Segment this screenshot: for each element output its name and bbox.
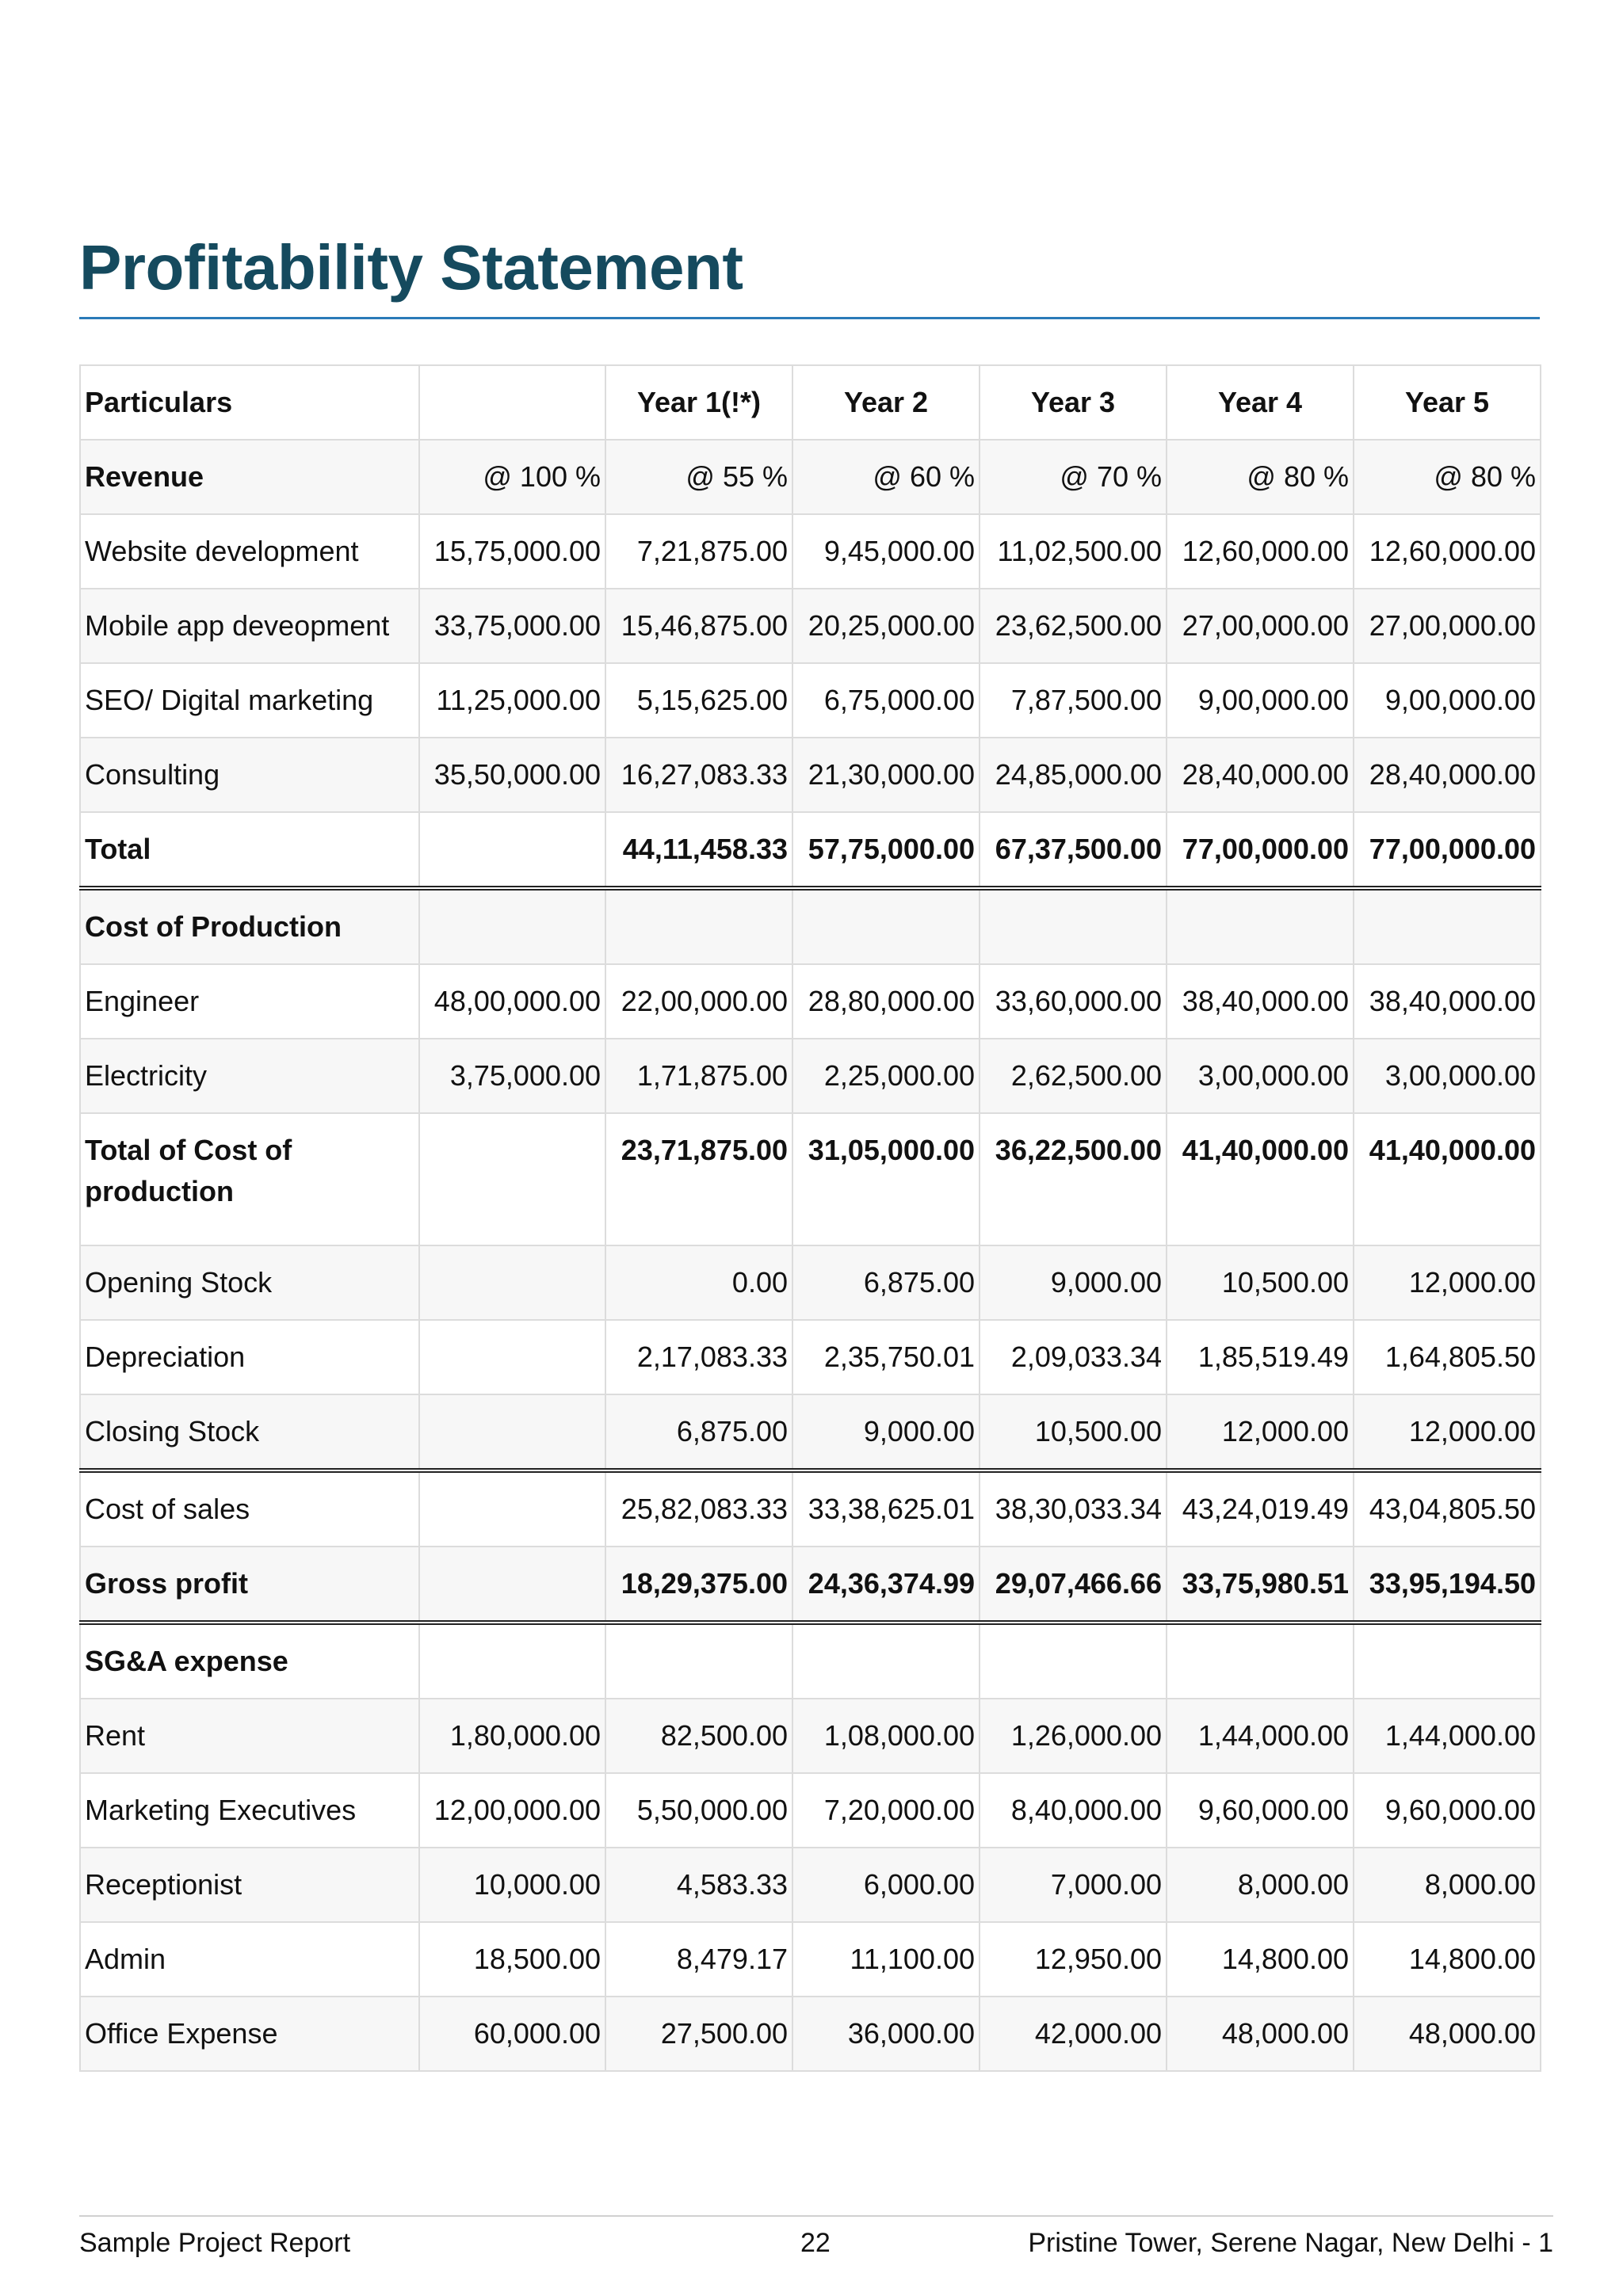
profitability-table-container	[79, 364, 1541, 2072]
row-label: Closing Stock	[80, 1394, 419, 1470]
cell-year-4: 10,500.00	[1167, 1245, 1354, 1320]
cell-year-2: 33,38,625.01	[792, 1470, 980, 1547]
cell-year-5	[1354, 1623, 1541, 1699]
cell-year-3: 11,02,500.00	[980, 514, 1167, 589]
cell-year-5: 43,04,805.50	[1354, 1470, 1541, 1547]
table-row-engineer	[80, 964, 1541, 1039]
cell-year-1: 18,29,375.00	[605, 1547, 792, 1623]
table-row-website-development	[80, 514, 1541, 589]
cell-year-4: 14,800.00	[1167, 1922, 1354, 1997]
cell-year-1: 5,15,625.00	[605, 663, 792, 738]
cell-year-2: 24,36,374.99	[792, 1547, 980, 1623]
row-label: Rent	[80, 1699, 419, 1773]
cell-year-4: 8,000.00	[1167, 1848, 1354, 1922]
cell-year-3: 10,500.00	[980, 1394, 1167, 1470]
cell-year-2: 11,100.00	[792, 1922, 980, 1997]
cell-year-3: 38,30,033.34	[980, 1470, 1167, 1547]
cell-year-2: 2,25,000.00	[792, 1039, 980, 1113]
cell-year-1: 16,27,083.33	[605, 738, 792, 812]
cell-year-4: 77,00,000.00	[1167, 812, 1354, 888]
cell-base	[419, 1623, 605, 1699]
row-label: Website development	[80, 514, 419, 589]
cell-year-2: 31,05,000.00	[792, 1113, 980, 1245]
cell-year-4: @ 80 %	[1167, 440, 1354, 514]
row-label: Opening Stock	[80, 1245, 419, 1320]
cell-year-5: 27,00,000.00	[1354, 589, 1541, 663]
cell-year-2: 28,80,000.00	[792, 964, 980, 1039]
cell-base: 15,75,000.00	[419, 514, 605, 589]
cell-year-2: 1,08,000.00	[792, 1699, 980, 1773]
cell-base: 3,75,000.00	[419, 1039, 605, 1113]
cell-year-1: 23,71,875.00	[605, 1113, 792, 1245]
cell-base	[419, 1470, 605, 1547]
cell-base: 33,75,000.00	[419, 589, 605, 663]
row-label: SG&A expense	[80, 1623, 419, 1699]
cell-base: 18,500.00	[419, 1922, 605, 1997]
cell-year-4	[1167, 888, 1354, 964]
footer-address: Pristine Tower, Serene Nagar, New Delhi - 1	[1028, 2228, 1553, 2258]
table-row-opening-stock	[80, 1245, 1541, 1320]
cell-year-5: 9,60,000.00	[1354, 1773, 1541, 1848]
profitability-table	[79, 364, 1541, 2072]
cell-year-1: 27,500.00	[605, 1997, 792, 2071]
cell-year-3: 23,62,500.00	[980, 589, 1167, 663]
row-label: Depreciation	[80, 1320, 419, 1394]
cell-base: 11,25,000.00	[419, 663, 605, 738]
cell-year-3: 12,950.00	[980, 1922, 1167, 1997]
cell-year-1: 4,583.33	[605, 1848, 792, 1922]
cell-year-5: 14,800.00	[1354, 1922, 1541, 1997]
cell-year-1: 0.00	[605, 1245, 792, 1320]
cell-year-1: 25,82,083.33	[605, 1470, 792, 1547]
cell-year-1	[605, 888, 792, 964]
cell-year-4: 38,40,000.00	[1167, 964, 1354, 1039]
cell-year-4: 48,000.00	[1167, 1997, 1354, 2071]
cell-year-5: 3,00,000.00	[1354, 1039, 1541, 1113]
cell-year-1: 7,21,875.00	[605, 514, 792, 589]
header-cell-particulars: Particulars	[80, 365, 419, 440]
cell-year-3: 2,62,500.00	[980, 1039, 1167, 1113]
row-label: SEO/ Digital marketing	[80, 663, 419, 738]
cell-year-3	[980, 1623, 1167, 1699]
cell-year-5: 38,40,000.00	[1354, 964, 1541, 1039]
cell-year-5: 8,000.00	[1354, 1848, 1541, 1922]
row-label: Total	[80, 812, 419, 888]
cell-year-5: 12,000.00	[1354, 1394, 1541, 1470]
row-label: Admin	[80, 1922, 419, 1997]
table-row-cost-of-production-heading	[80, 888, 1541, 964]
cell-year-3: 33,60,000.00	[980, 964, 1167, 1039]
cell-year-5: 77,00,000.00	[1354, 812, 1541, 888]
cell-year-1: 6,875.00	[605, 1394, 792, 1470]
header-cell-year-3: Year 3	[980, 365, 1167, 440]
cell-year-2: 9,45,000.00	[792, 514, 980, 589]
cell-year-1	[605, 1623, 792, 1699]
cell-year-5: 28,40,000.00	[1354, 738, 1541, 812]
cell-year-4	[1167, 1623, 1354, 1699]
cell-year-3: 7,000.00	[980, 1848, 1167, 1922]
cell-year-4: 12,60,000.00	[1167, 514, 1354, 589]
page-title: Profitability Statement	[79, 232, 743, 303]
cell-year-3: 67,37,500.00	[980, 812, 1167, 888]
cell-year-5: 9,00,000.00	[1354, 663, 1541, 738]
cell-year-3: 9,000.00	[980, 1245, 1167, 1320]
cell-year-1: @ 55 %	[605, 440, 792, 514]
table-row-marketing-executives	[80, 1773, 1541, 1848]
cell-year-3: 36,22,500.00	[980, 1113, 1167, 1245]
cell-year-2: 2,35,750.01	[792, 1320, 980, 1394]
table-row-seo-digital-marketing	[80, 663, 1541, 738]
cell-base: 12,00,000.00	[419, 1773, 605, 1848]
cell-year-4: 43,24,019.49	[1167, 1470, 1354, 1547]
cell-year-5	[1354, 888, 1541, 964]
cell-year-3: 29,07,466.66	[980, 1547, 1167, 1623]
cell-base: 48,00,000.00	[419, 964, 605, 1039]
table-row-rent	[80, 1699, 1541, 1773]
cell-year-1: 44,11,458.33	[605, 812, 792, 888]
row-label: Consulting	[80, 738, 419, 812]
cell-year-1: 82,500.00	[605, 1699, 792, 1773]
table-row-revenue-total	[80, 812, 1541, 888]
row-label: Marketing Executives	[80, 1773, 419, 1848]
row-label: Cost of Production	[80, 888, 419, 964]
cell-base: 60,000.00	[419, 1997, 605, 2071]
header-cell-year-1: Year 1(!*)	[605, 365, 792, 440]
cell-year-5: 48,000.00	[1354, 1997, 1541, 2071]
cell-year-2: 6,875.00	[792, 1245, 980, 1320]
cell-year-5: 1,44,000.00	[1354, 1699, 1541, 1773]
cell-year-3: 2,09,033.34	[980, 1320, 1167, 1394]
table-row-cost-of-sales	[80, 1470, 1541, 1547]
cell-year-2: 20,25,000.00	[792, 589, 980, 663]
cell-year-4: 33,75,980.51	[1167, 1547, 1354, 1623]
cell-year-1: 5,50,000.00	[605, 1773, 792, 1848]
table-row-admin	[80, 1922, 1541, 1997]
table-row-electricity	[80, 1039, 1541, 1113]
cell-year-3: 24,85,000.00	[980, 738, 1167, 812]
cell-year-4: 12,000.00	[1167, 1394, 1354, 1470]
cell-year-2: @ 60 %	[792, 440, 980, 514]
cell-year-5: 33,95,194.50	[1354, 1547, 1541, 1623]
cell-base: @ 100 %	[419, 440, 605, 514]
cell-year-2: 36,000.00	[792, 1997, 980, 2071]
cell-year-4: 9,00,000.00	[1167, 663, 1354, 738]
cell-year-5: 1,64,805.50	[1354, 1320, 1541, 1394]
row-label: Mobile app deveopment	[80, 589, 419, 663]
header-cell-year-5: Year 5	[1354, 365, 1541, 440]
cell-year-1: 2,17,083.33	[605, 1320, 792, 1394]
cell-year-1: 1,71,875.00	[605, 1039, 792, 1113]
cell-year-1: 22,00,000.00	[605, 964, 792, 1039]
row-label: Receptionist	[80, 1848, 419, 1922]
row-label: Office Expense	[80, 1997, 419, 2071]
cell-year-2: 21,30,000.00	[792, 738, 980, 812]
cell-year-4: 28,40,000.00	[1167, 738, 1354, 812]
cell-year-3: 8,40,000.00	[980, 1773, 1167, 1848]
cell-year-2	[792, 888, 980, 964]
cell-base	[419, 812, 605, 888]
header-cell-year-2: Year 2	[792, 365, 980, 440]
cell-base: 35,50,000.00	[419, 738, 605, 812]
cell-year-2	[792, 1623, 980, 1699]
cell-year-1: 15,46,875.00	[605, 589, 792, 663]
title-underline	[79, 317, 1540, 319]
table-row-consulting	[80, 738, 1541, 812]
page-footer	[79, 2215, 1553, 2258]
cell-base: 10,000.00	[419, 1848, 605, 1922]
header-cell-year-4: Year 4	[1167, 365, 1354, 440]
cell-year-2: 9,000.00	[792, 1394, 980, 1470]
cell-base	[419, 1113, 605, 1245]
cell-base	[419, 1394, 605, 1470]
table-row-receptionist	[80, 1848, 1541, 1922]
cell-base	[419, 1547, 605, 1623]
table-header-row	[80, 365, 1541, 440]
cell-year-3: @ 70 %	[980, 440, 1167, 514]
cell-year-2: 57,75,000.00	[792, 812, 980, 888]
row-label: Total of Cost of production	[80, 1113, 419, 1245]
cell-year-1: 8,479.17	[605, 1922, 792, 1997]
row-label: Engineer	[80, 964, 419, 1039]
table-row-mobile-app	[80, 589, 1541, 663]
cell-base: 1,80,000.00	[419, 1699, 605, 1773]
cell-year-3: 1,26,000.00	[980, 1699, 1167, 1773]
header-cell-blank	[419, 365, 605, 440]
cell-year-5: @ 80 %	[1354, 440, 1541, 514]
cell-year-2: 6,000.00	[792, 1848, 980, 1922]
table-row-office-expense	[80, 1997, 1541, 2071]
row-label: Gross profit	[80, 1547, 419, 1623]
cell-year-5: 41,40,000.00	[1354, 1113, 1541, 1245]
table-row-closing-stock	[80, 1394, 1541, 1470]
cell-year-4: 27,00,000.00	[1167, 589, 1354, 663]
table-row-gross-profit	[80, 1547, 1541, 1623]
cell-base	[419, 888, 605, 964]
cell-year-4: 1,44,000.00	[1167, 1699, 1354, 1773]
cell-year-4: 41,40,000.00	[1167, 1113, 1354, 1245]
footer-page-number: 22	[800, 2228, 831, 2258]
table-row-depreciation	[80, 1320, 1541, 1394]
cell-year-4: 9,60,000.00	[1167, 1773, 1354, 1848]
table-row-total-cost-of-production	[80, 1113, 1541, 1245]
cell-year-5: 12,60,000.00	[1354, 514, 1541, 589]
row-label: Cost of sales	[80, 1470, 419, 1547]
row-label: Revenue	[80, 440, 419, 514]
cell-year-3	[980, 888, 1167, 964]
cell-base	[419, 1320, 605, 1394]
cell-year-3: 7,87,500.00	[980, 663, 1167, 738]
cell-year-4: 3,00,000.00	[1167, 1039, 1354, 1113]
cell-year-3: 42,000.00	[980, 1997, 1167, 2071]
row-label: Electricity	[80, 1039, 419, 1113]
cell-year-5: 12,000.00	[1354, 1245, 1541, 1320]
table-row-revenue	[80, 440, 1541, 514]
cell-base	[419, 1245, 605, 1320]
cell-year-2: 6,75,000.00	[792, 663, 980, 738]
table-row-sga-expense-heading	[80, 1623, 1541, 1699]
cell-year-2: 7,20,000.00	[792, 1773, 980, 1848]
cell-year-4: 1,85,519.49	[1167, 1320, 1354, 1394]
footer-report-title: Sample Project Report	[79, 2228, 351, 2258]
